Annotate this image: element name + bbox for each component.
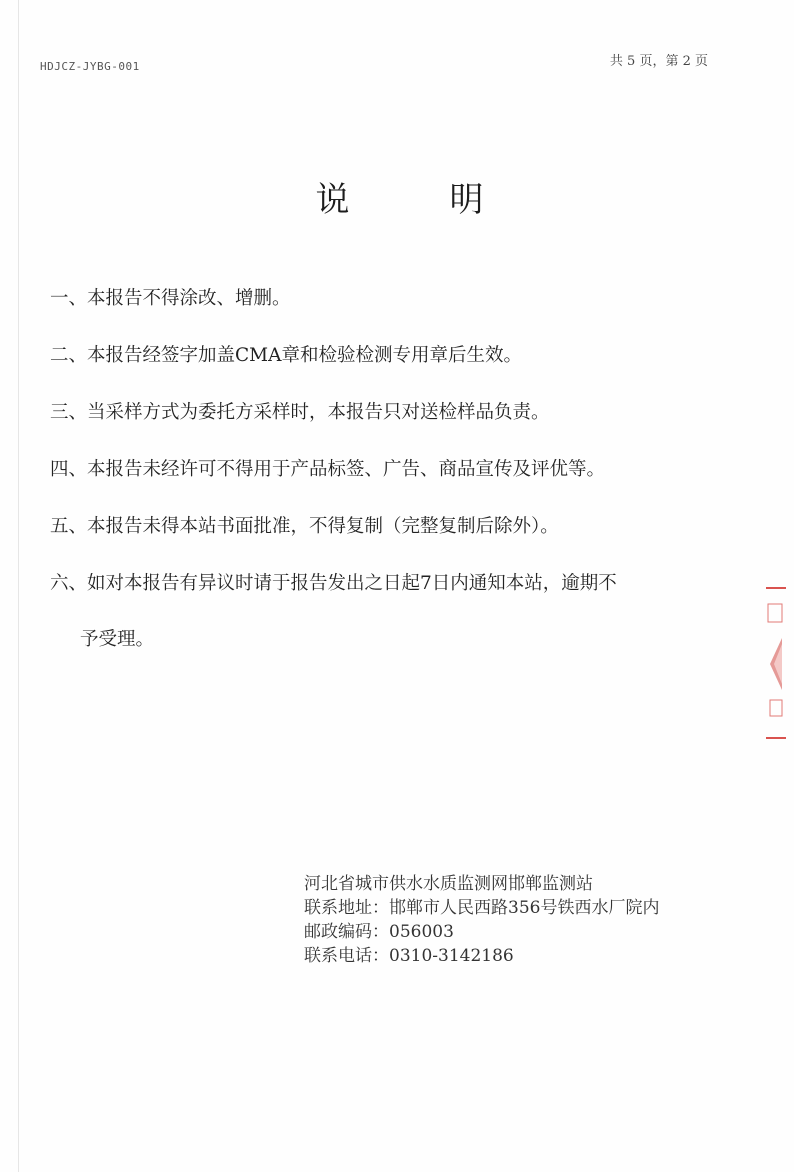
statement-item: 二、本报告经签字加盖CMA章和检验检测专用章后生效。 <box>50 345 522 366</box>
document-code: HDJCZ-JYBG-001 <box>40 60 140 73</box>
statement-continuation: 予受理。 <box>80 629 155 650</box>
seal-stamp-fragment <box>762 582 788 742</box>
station-name: 河北省城市供水水质监测网邯郸监测站 <box>304 874 593 894</box>
title-char-1: 说 <box>315 180 350 220</box>
statement-item: 五、本报告未得本站书面批准，不得复制（完整复制后除外）。 <box>50 516 559 537</box>
station-contact-block <box>304 872 659 968</box>
page-title <box>0 172 794 221</box>
statement-item <box>50 567 750 657</box>
statement-item: 三、当采样方式为委托方采样时，本报告只对送检样品负责。 <box>50 402 550 423</box>
title-char-2: 明 <box>449 180 484 220</box>
station-phone: 联系电话：0310-3142186 <box>304 946 514 966</box>
page-number: 共 5 页，第 2 页 <box>609 54 708 69</box>
statement-item: 四、本报告未经许可不得用于产品标签、广告、商品宣传及评优等。 <box>50 459 606 480</box>
station-postcode: 邮政编码：056003 <box>304 922 454 942</box>
statement-item: 一、本报告不得涂改、增删。 <box>50 288 291 309</box>
statement-text: 六、如对本报告有异议时请于报告发出之日起7日内通知本站，逾期不 <box>50 573 617 594</box>
station-address: 联系地址：邯郸市人民西路356号铁西水厂院内 <box>304 898 660 918</box>
statement-list <box>50 282 750 657</box>
